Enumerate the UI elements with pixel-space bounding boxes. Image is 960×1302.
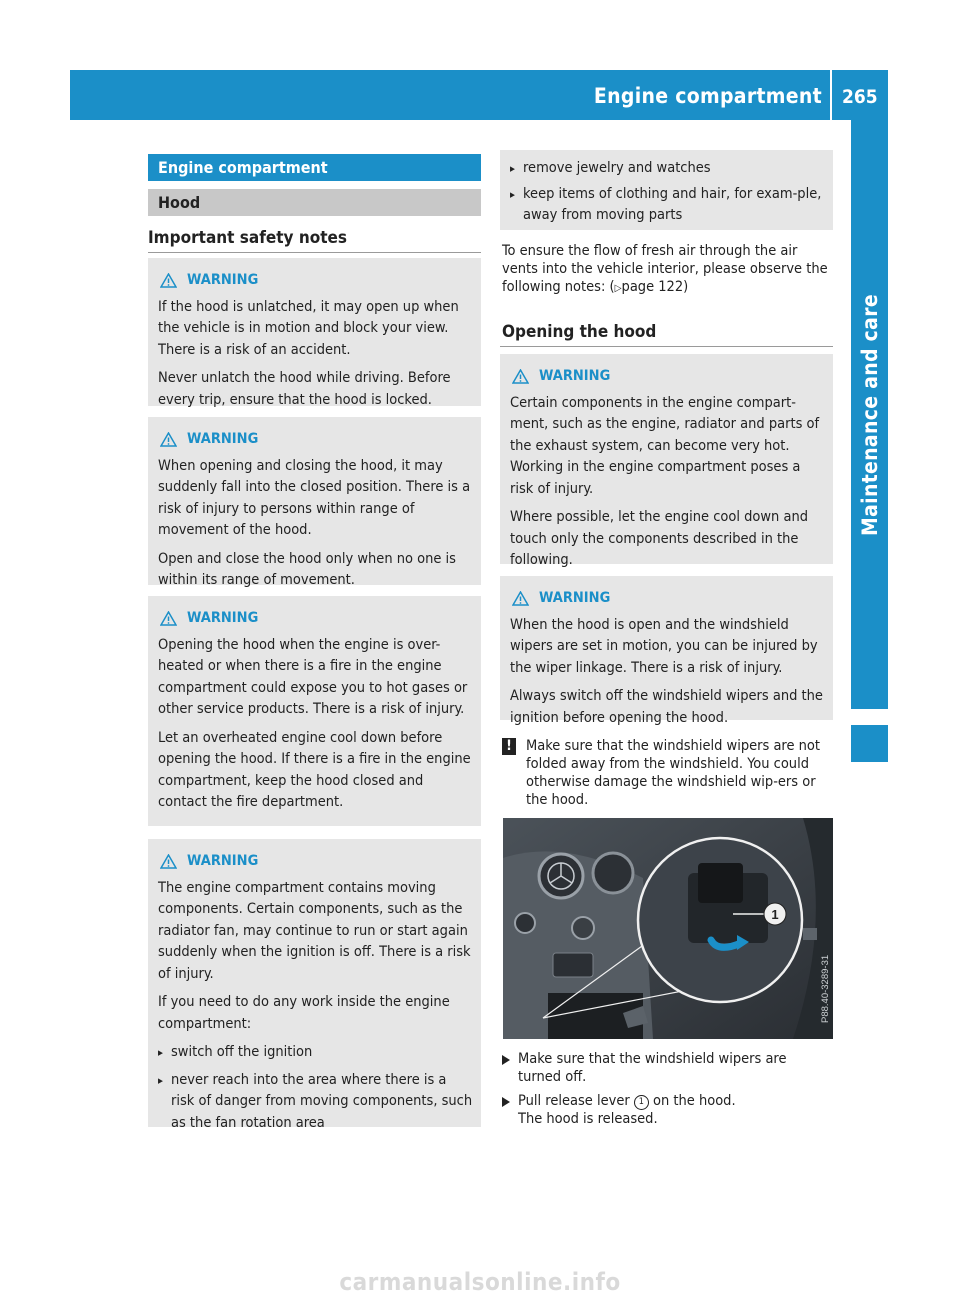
subsection-title: Hood [148,189,481,216]
warning-text: Always switch off the windshield wipers and the ignition before opening the hood. [510,688,823,726]
bullet-item: ▸ never reach into the area where there is a risk of danger from moving components, such as the fan rotation area [158,1071,473,1131]
air-vent-note: To ensure the flow of fresh air through the air vents into the vehicle interior, please observe the following notes: (▷page 122) [502,243,828,295]
warning-text: Where possible, let the engine cool down and touch only the components described in the following. [510,509,809,568]
step-item: Make sure that the windshield wipers are turned off. [502,1050,832,1086]
bullet-marker: ▸ [510,162,515,175]
callout-1-icon: 1 [634,1095,649,1110]
bullet-item: ▸ keep items of clothing and hair, for exam-ple, away from moving parts [510,185,822,223]
warning-text: When the hood is open and the windshield wipers are set in motion, you can be injured by the wiper linkage. There is a risk of injury. [510,616,818,676]
header-title: Engine compartment [593,84,822,108]
bullet-marker: ▸ [158,1073,163,1087]
warning-box-1 [148,258,481,406]
section-title: Engine compartment [148,154,481,181]
warning-box-4 [148,839,481,1131]
step-arrow-icon [502,1055,510,1065]
step-list [502,1050,832,1128]
hood-release-figure [503,818,833,1039]
warning-triangle-icon [160,611,177,626]
warning-header: WARNING [160,270,473,292]
step-result: The hood is released. [518,1111,658,1127]
warning-header: WARNING [160,851,473,873]
warning-box-3 [148,596,481,826]
sidebar-marker [851,725,888,762]
warning-header: WARNING [512,588,825,610]
page-ref-link[interactable]: page 122) [621,279,689,295]
warning-text: The engine compartment contains moving components. Certain components, such as the radiator fan, may continue to run or start again suddenly when the ignition is off. There is a risk of injury. [158,879,471,982]
warning-box-2 [148,417,481,588]
warning-box-5 [500,354,833,568]
warning-text: Never unlatch the hood while driving. Before every trip, ensure that the hood is locked. [158,370,451,408]
warning-header: WARNING [160,429,473,451]
heading-safety-notes: Important safety notes [148,228,348,248]
heading-opening-hood: Opening the hood [502,322,657,342]
warning-text: Opening the hood when the engine is over-heated or when there is a fire in the engine compartment could expose you to hot gases or other service products. There is a risk of injury. [158,636,468,717]
warning-triangle-icon [160,432,177,447]
page-ref-arrow-icon: ▷ [614,283,622,294]
warning-text: When opening and closing the hood, it may suddenly fall into the closed position. There is a risk of injury to persons within range of movement of the hood. [158,457,471,538]
bullet-item: ▸ remove jewelry and watches [510,158,825,180]
step-arrow-icon [502,1097,510,1107]
warning-header: WARNING [160,608,473,630]
warning-box-6 [500,576,833,726]
heading-rule [500,346,833,347]
bullet-marker: ▸ [158,1046,163,1059]
warning-text: If you need to do any work inside the engine compartment: [158,994,450,1032]
damage-note: ! Make sure that the windshield wipers are not folded away from the windshield. You could otherwise damage the windshield wip-ers or the hood. [502,737,832,809]
heading-rule [148,252,481,253]
hood-release-photo [503,818,833,1039]
warning-text: If the hood is unlatched, it may open up when the vehicle is in motion and block your view. There is a risk of an accident. [158,298,459,358]
page-number: 265 [842,86,878,108]
warning-box-continued [500,150,833,230]
watermark: carmanualsonline.info [339,1268,621,1296]
exclamation-icon: ! [502,738,516,755]
bullet-item: ▸ switch off the ignition [158,1042,473,1064]
bullet-marker: ▸ [510,187,515,201]
figure-code: P88.40-3289-31 [820,954,831,1023]
warning-triangle-icon [512,591,529,606]
step-item: Pull release lever 1 on the hood. The hood is released. [502,1092,832,1128]
header-divider [830,70,832,120]
sidebar-label: Maintenance and care [857,293,882,536]
warning-triangle-icon [160,854,177,869]
warning-triangle-icon [512,369,529,384]
warning-text: Let an overheated engine cool down before opening the hood. If there is a fire in the engine compartment, keep the hood closed and contact the fire department. [158,729,471,810]
warning-text: Certain components in the engine compart-ment, such as the engine, radiator and parts of the exhaust system, can become very hot. Working in the engine compartment poses a risk of injury. [510,394,820,497]
warning-text: Open and close the hood only when no one is within its range of movement. [158,550,456,588]
warning-triangle-icon [160,273,177,288]
warning-header: WARNING [512,366,825,388]
figure-callout: 1 [771,907,779,922]
